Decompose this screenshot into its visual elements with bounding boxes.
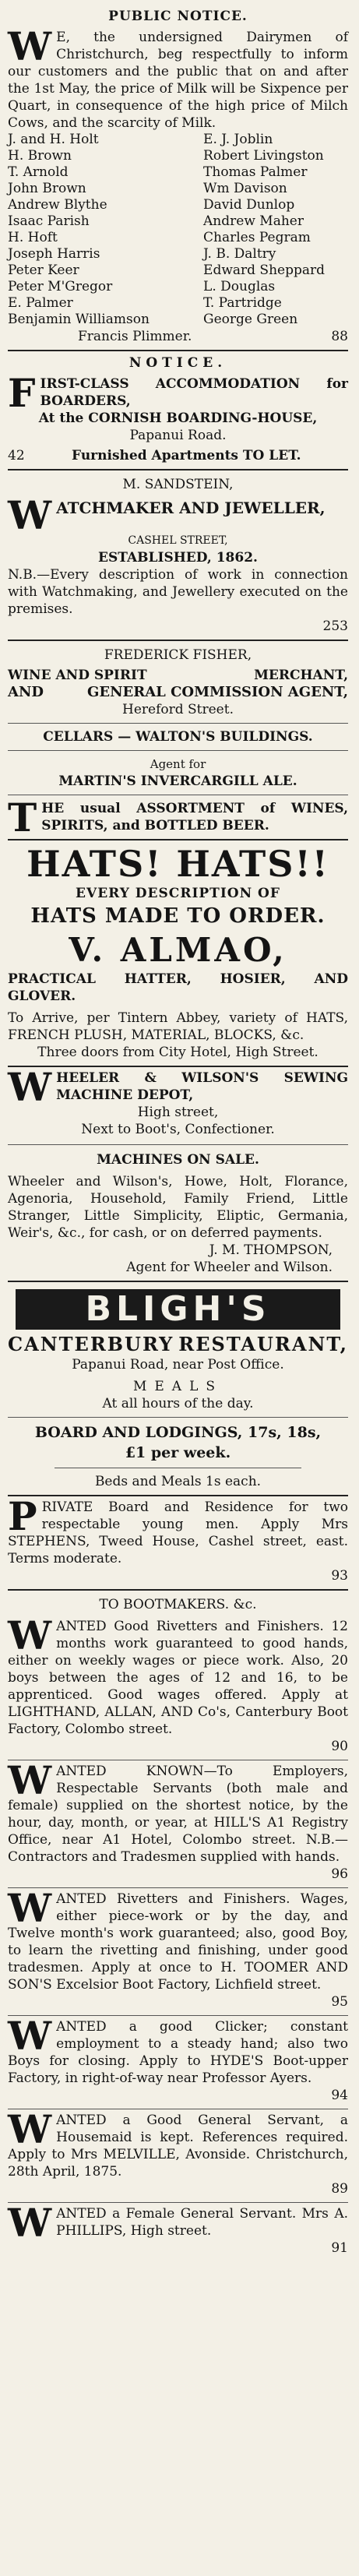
dropcap: W [8, 1064, 52, 1110]
signatory-name: Robert Livingston [203, 148, 324, 164]
private-text: RIVATE Board and Residence for two respectable young men. Apply Mrs STEPHENS, Tweed House, Cashel street, east. Terms moderate. [8, 1499, 348, 1566]
sandstein-name: M. SANDSTEIN, [122, 477, 234, 492]
almao-name: V. ALMAO, [69, 931, 287, 969]
ad-ref-number: 253 [322, 618, 348, 634]
bligh-ad [8, 1282, 348, 1496]
signatory-name: L. Douglas [203, 279, 276, 294]
signatory-name: J. B. Daltry [203, 246, 276, 262]
cornish-body [8, 370, 348, 416]
clicker-ad [8, 2013, 348, 2109]
wheeler-body: Wheeler and Wilson's, Howe, Holt, Florance, Agenoria, Household, Family Friend, Little Stranger, Little Simplicity, Eliptic, Germania, Weir's, &c., for cash, or on deferred payments. [8, 1174, 348, 1241]
sandstein-trade: ATCHMAKER AND JEWELLER, [56, 499, 326, 517]
dropcap: W [8, 1612, 52, 1658]
ad-ref-number: 88 [331, 329, 348, 344]
signatory-name: George Green [203, 312, 298, 327]
sandstein-street: CASHEL STREET, [128, 534, 228, 547]
public-notice-body [8, 23, 348, 132]
bligh-restaurant-word: RESTAURANT, [178, 1333, 348, 1355]
ad-ref-number: 95 [331, 1994, 348, 2010]
private-board-ad [8, 1493, 348, 1591]
wheeler-sign2: Agent for Wheeler and Wilson. [126, 1260, 333, 1275]
fisher-ad [8, 641, 348, 840]
dropcap: W [8, 492, 52, 538]
fisher-merchant: MERCHANT, [254, 668, 348, 683]
female-text: ANTED a Female General Servant. Mrs A. PHILLIPS, High street. [56, 2206, 348, 2239]
fisher-ale: MARTIN'S INVERCARGILL ALE. [58, 774, 297, 789]
signatory-name: Peter M'Gregor [8, 279, 113, 294]
signatory-name: John Brown [8, 181, 86, 196]
cornish-text: IRST-CLASS ACCOMMODATION for BOARDERS, [40, 376, 348, 409]
signatory-name: Edward Sheppard [203, 263, 325, 278]
public-notice-heading: PUBLIC NOTICE. [108, 9, 248, 24]
signatory-name: Thomas Palmer [203, 164, 308, 180]
signatory-name: Andrew Maher [203, 213, 304, 229]
bootmakers-heading: TO BOOTMAKERS. &c. [99, 1597, 257, 1612]
wheeler-title-text: HEELER & WILSON'S SEWING MACHINE DEPOT, [56, 1070, 348, 1103]
clicker-text: ANTED a good Clicker; constant employment to a steady hand; also two Boys for closing. Apply to HYDE'S Boot-upper Factory, in right-of-way near Professor Ayers. [8, 2019, 348, 2086]
public-notice-ad [8, 5, 348, 351]
fisher-commission: GENERAL COMMISSION AGENT, [86, 684, 348, 700]
dropcap: T [8, 795, 37, 840]
wheeler-ad [8, 1064, 348, 1282]
fisher-line2 [8, 684, 348, 701]
ad-ref-number: 90 [331, 1739, 348, 1754]
signatory-name: E. J. Joblin [203, 132, 273, 147]
fisher-agent: Agent for [150, 757, 206, 771]
bligh-restaurant [8, 1333, 348, 1356]
ad-ref-number: 42 [8, 448, 25, 463]
rivetters-ad [8, 1885, 348, 2016]
signatory-name: H. Hoft [8, 230, 58, 245]
signatories-left [8, 132, 150, 328]
signatory-name: J. and H. Holt [8, 132, 99, 147]
servant-body [8, 2106, 348, 2180]
wheeler-machines: MACHINES ON SALE. [97, 1152, 259, 1168]
notice-heading: NOTICE. [128, 355, 227, 371]
signatory-name: Wm Davison [203, 181, 287, 196]
bligh-name: BLIGH'S [16, 1289, 340, 1330]
fisher-street: Hereford Street. [122, 702, 234, 717]
ad-ref-number: 94 [331, 2088, 348, 2103]
known-text: ANTED KNOWN—To Employers, Respectable Servants (both male and female) supplied on the shortest notice, by the hour, day, month, or year, at HILL'S A1 Registry Office, near A1 Hotel, Colombo street. N.B.—Contractors and Tradesmen supplied with hands. [8, 1764, 348, 1865]
almao-trade: PRACTICAL HATTER, HOSIER, AND GLOVER. [8, 971, 348, 1004]
dropcap: W [8, 1757, 52, 1803]
bootmakers-ad [8, 1591, 348, 1760]
dropcap: P [8, 1493, 37, 1539]
known-body [8, 1757, 348, 1866]
signatory-name: David Dunlop [203, 197, 295, 213]
signatory-name: E. Palmer [8, 295, 73, 311]
rivetters-body [8, 1885, 348, 1993]
bligh-beds: Beds and Meals 1s each. [94, 1474, 262, 1489]
dropcap: F [8, 370, 36, 416]
ad-ref-number: 96 [331, 1866, 348, 1882]
wheeler-sign1: J. M. THOMPSON, [209, 1242, 333, 1258]
assortment-text: HE usual ASSORTMENT of WINES, SPIRITS, and BOTTLED BEER. [41, 801, 348, 833]
bligh-week: £1 per week. [125, 1444, 231, 1461]
bligh-road: Papanui Road, near Post Office. [72, 1357, 284, 1373]
sandstein-ad [8, 470, 348, 641]
almao-arrive: To Arrive, per Tintern Abbey, variety of HATS, FRENCH PLUSH, MATERIAL, BLOCKS, &c. [8, 1010, 348, 1043]
wheeler-street: High street, [137, 1105, 219, 1120]
cornish-house: At the CORNISH BOARDING-HOUSE, [38, 411, 318, 426]
wheeler-next: Next to Boot's, Confectioner. [81, 1122, 275, 1137]
fisher-assortment [8, 795, 348, 840]
almao-address: Three doors from City Hotel, High Street. [37, 1045, 319, 1060]
female-body [8, 2200, 348, 2246]
dropcap: W [8, 2013, 52, 2059]
cornish-apartments [8, 447, 348, 464]
signatory-name: Joseph Harris [8, 246, 100, 262]
bligh-hours: At all hours of the day. [102, 1396, 254, 1411]
sandstein-established: ESTABLISHED, 1862. [98, 550, 258, 566]
signatories [8, 132, 348, 328]
signatory-name: H. Brown [8, 148, 72, 164]
bligh-board: BOARD AND LODGINGS, 17s, 18s, [34, 1424, 322, 1441]
bligh-canterbury: CANTERBURY [8, 1333, 174, 1355]
fisher-wine: WINE AND SPIRIT [8, 668, 147, 683]
hats-headline: HATS! HATS!! [26, 843, 329, 885]
ad-ref-number: 89 [331, 2181, 348, 2197]
signatory-name: Peter Keer [8, 263, 79, 278]
bootmakers-body [8, 1612, 348, 1738]
last-signatory-row [8, 328, 348, 345]
wheeler-title [8, 1064, 348, 1110]
dropcap: W [8, 2106, 52, 2152]
ad-ref-number: 91 [331, 2240, 348, 2256]
bligh-meals: MEALS [132, 1379, 223, 1394]
sandstein-title [8, 492, 348, 538]
cornish-road: Papanui Road. [129, 428, 227, 443]
almao-made: HATS MADE TO ORDER. [30, 904, 326, 928]
signatory-name: Benjamin Williamson [8, 312, 150, 327]
clicker-body [8, 2013, 348, 2087]
signatory-name: Charles Pegram [203, 230, 311, 245]
fisher-name: FREDERICK FISHER, [104, 647, 252, 663]
signatory-name: T. Arnold [8, 164, 69, 180]
bootmakers-text: ANTED Good Rivetters and Finishers. 12 months work guaranteed to good hands, either on weekly wages or piece work. Also, 20 boys between the ages of 12 and 16, to be apprenticed. Good wages offered. Apply at LIGHTHAND, ALLAN, AND Co's, Canterbury Boot Factory, Colombo street. [8, 1619, 348, 1737]
signatory-name: Isaac Parish [8, 213, 90, 229]
dropcap: W [8, 2200, 52, 2246]
apartments-text: Furnished Apartments TO LET. [72, 448, 301, 463]
sandstein-body: N.B.—Every description of work in connection with Watchmaking, and Jewellery executed on the premises. [8, 567, 348, 617]
last-signatory: Francis Plimmer. [78, 329, 192, 344]
known-ad [8, 1757, 348, 1888]
fisher-cellars: CELLARS — WALTON'S BUILDINGS. [43, 729, 313, 745]
rivetters-text: ANTED Rivetters and Finishers. Wages, either piece-work or by the day, and Twelve month's work guaranteed; also, good Boy, to learn the rivetting and finishing, under good tradesmen. Apply at once to H. TOOMER AND SON'S Excelsior Boot Factory, Lichfield street. [8, 1891, 348, 1993]
female-servant-ad [8, 2200, 348, 2261]
dropcap: W [8, 1885, 52, 1931]
fisher-and: AND [8, 684, 44, 700]
private-body [8, 1493, 348, 1567]
servant-ad [8, 2106, 348, 2203]
almao-ad [8, 840, 348, 1067]
signatories-right [203, 132, 325, 328]
signatory-name: T. Partridge [203, 295, 282, 311]
cornish-boarding-ad [8, 351, 348, 470]
almao-every: EVERY DESCRIPTION OF [76, 886, 280, 901]
dropcap: W [8, 23, 52, 69]
public-notice-text: E, the undersigned Dairymen of Christchurch, beg respectfully to inform our customers and the public that on and after the 1st May, the price of Milk will be Sixpence per Quart, in consequence of the high price of Milch Cows, and the scarcity of Milk. [8, 30, 348, 131]
ad-ref-number: 93 [331, 1568, 348, 1584]
signatory-name: Andrew Blythe [8, 197, 107, 213]
servant-text: ANTED a Good General Servant, a Housemaid is kept. References required. Apply to Mrs MELVILLE, Avonside. Christchurch, 28th April, 1875. [8, 2113, 348, 2180]
fisher-line1 [8, 667, 348, 684]
